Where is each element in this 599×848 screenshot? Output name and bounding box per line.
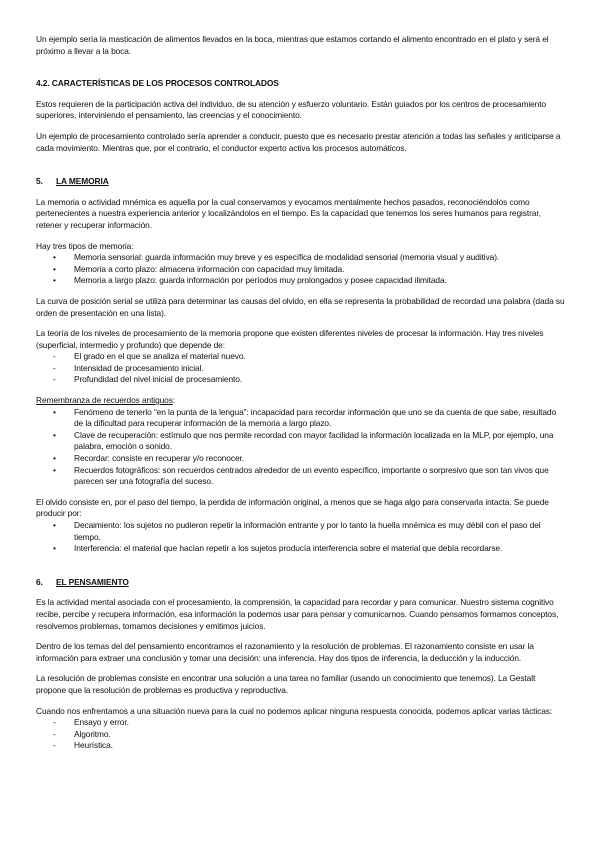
section-5-title: LA MEMORIA [56, 176, 109, 187]
forgetting-paragraph: El olvido consiste en, por el paso del tiempo, la perdida de información original, a menos que se haga algo para conservarla intacta. Se puede producir por: [36, 496, 549, 519]
bullet-icon: • [53, 252, 56, 263]
memory-paragraph-1: La memoria o actividad mnémica es aquella por la cual conservamos y evocamos mentalmente hechos pasados, reconociéndolos como pertenecientes a nuestra experiencia anterior y localizándolos en el tiempo. Es la capacidad que tenemos los seres humanos para registrar, retener y recuperar información. [36, 196, 541, 230]
list-item: • Interferencia: el material que hacían repetir a los sujetos producía interferencia sobre el material que debía recordarse. [53, 543, 503, 554]
list-item: - Algoritmo. [53, 728, 111, 739]
levels-list [36, 351, 566, 386]
dash-icon: - [53, 728, 56, 739]
dash-icon: - [53, 374, 56, 385]
list-item: - El grado en el que se analiza el material nuevo. [53, 351, 246, 362]
list-item: - Ensayo y error. [53, 717, 129, 728]
memory-types-list [36, 252, 566, 287]
list-item: • Recuerdos fotográficos: son recuerdos centrados alrededor de un evento específico, importante o sorpresivo que son tan vivos que parecen ser una fotografía del suceso. [53, 464, 549, 487]
memory-types-intro: Hay tres tipos de memoria: [36, 240, 134, 251]
dash-icon: - [53, 740, 56, 751]
serial-curve-paragraph: La curva de posición serial se utiliza para determinar las causas del olvido, en ella se representa la probabilidad de recordad una palabra (dada su orden de presentación en una lista). [36, 295, 565, 318]
section-5-number: 5. [36, 176, 43, 187]
bullet-icon: • [53, 543, 56, 554]
bullet-icon: • [53, 406, 56, 417]
list-item: - Heurística. [53, 740, 113, 751]
bullet-icon: • [53, 263, 56, 274]
dash-icon: - [53, 362, 56, 373]
list-item: • Recordar: consiste en recuperar y/o reconocer. [53, 453, 244, 464]
dash-icon: - [53, 351, 56, 362]
list-item: • Decaimiento: los sujetos no pudieron repetir la información entrante y por lo tanto la huella mnémica es muy débil con el paso del tiempo. [53, 520, 541, 542]
section-4-2-heading: 4.2. CARACTERÍSTICAS DE LOS PROCESOS CONTROLADOS [36, 78, 279, 89]
bullet-icon: • [53, 275, 56, 286]
section-5-heading [36, 176, 566, 188]
document-page [36, 34, 566, 761]
bullet-icon: • [53, 464, 56, 475]
list-item: • Memoria a largo plazo: guarda información por períodos muy prolongados y posee capacidad ilimitada. [53, 275, 447, 286]
levels-paragraph: La teoría de los niveles de procesamiento de la memoria propone que existen diferentes niveles de procesar la información. Hay tres niveles (superficial, intermedio y profundo) que depende de: [36, 328, 544, 350]
remembrance-list [36, 407, 566, 488]
list-item: - Intensidad de procesamiento inicial. [53, 362, 204, 373]
controlled-processes-paragraph-1: Estos requieren de la participación activa del individuo, de su atención y esfuerzo voluntario. Están guiados por los centros de procesamiento superiores, interviniendo el pensamiento, las creencias y el conocimiento. [36, 98, 547, 121]
section-6-title: EL PENSAMIENTO [56, 576, 129, 587]
section-6-heading [36, 577, 566, 589]
tactics-list [36, 717, 566, 752]
list-item: • Memoria a corto plazo: almacena información con capacidad muy limitada. [53, 263, 345, 274]
controlled-processes-paragraph-2: Un ejemplo de procesamiento controlado sería aprender a conducir, puesto que es necesario prestar atención a todas las señales y anticiparse a cada movimiento. Mientras que, por el contrario, el conductor experto activa los procesos automáticos. [36, 130, 561, 153]
thinking-paragraph-1: Es la actividad mental asociada con el procesamiento, la comprensión, la capacidad para recordar y para comunicar. Nuestro sistema cognitivo recibe, percibe y recupera información, esa información la podemos usar para pensar y comunicarnos. Cuando pensamos formamos conceptos, resolvemos problemas, tomamos decisiones y emitimos juicios. [36, 597, 559, 631]
list-item: • Fenómeno de tenerlo “en la punta de la lengua”: incapacidad para recordar información que uno se da cuenta de que sabe, resultado de la dificultad para recuperar información de la memoria a largo plazo. [53, 406, 557, 429]
bullet-icon: • [53, 429, 56, 440]
intro-paragraph: Un ejemplo sería la masticación de alimentos llevados en la boca, mientras que estamos cortando el alimento encontrado en el plato y será el próximo a llevar a la boca. [36, 34, 549, 56]
forgetting-list [36, 520, 566, 555]
list-item: • Memoria sensorial: guarda información muy breve y es específica de modalidad sensorial (memoria visual y auditiva). [53, 252, 500, 263]
thinking-paragraph-4: Cuando nos enfrentamos a una situación nueva para la cual no podemos aplicar ninguna respuesta conocida, podemos aplicar varias tácticas: [36, 705, 553, 716]
list-item: - Profundidad del nivel inicial de procesamiento. [53, 374, 243, 385]
dash-icon: - [53, 717, 56, 728]
thinking-paragraph-3: La resolución de problemas consiste en encontrar una solución a una tarea no familiar (usando un conocimiento que tenemos). La Gestalt propone que la resolución de problemas es productiva y reproductiva. [36, 673, 536, 695]
bullet-icon: • [53, 520, 56, 530]
list-item: • Clave de recuperación: estímulo que nos permite recordad con mayor facilidad la información localizada en la MLP, por ejemplo, una palabra, emoción o sonido. [53, 429, 554, 452]
bullet-icon: • [53, 453, 56, 464]
section-6-number: 6. [36, 576, 43, 587]
thinking-paragraph-2: Dentro de los temas del del pensamiento encontramos el razonamiento y la resolución de problemas. El razonamiento consiste en usar la información para extraer una conclusión y tomar una decisión: una inferencia. Hay dos tipos de inferencia, la deducción y la inducción. [36, 641, 534, 663]
remembrance-heading: Remembranza de recuerdos antiguos: [36, 395, 176, 406]
